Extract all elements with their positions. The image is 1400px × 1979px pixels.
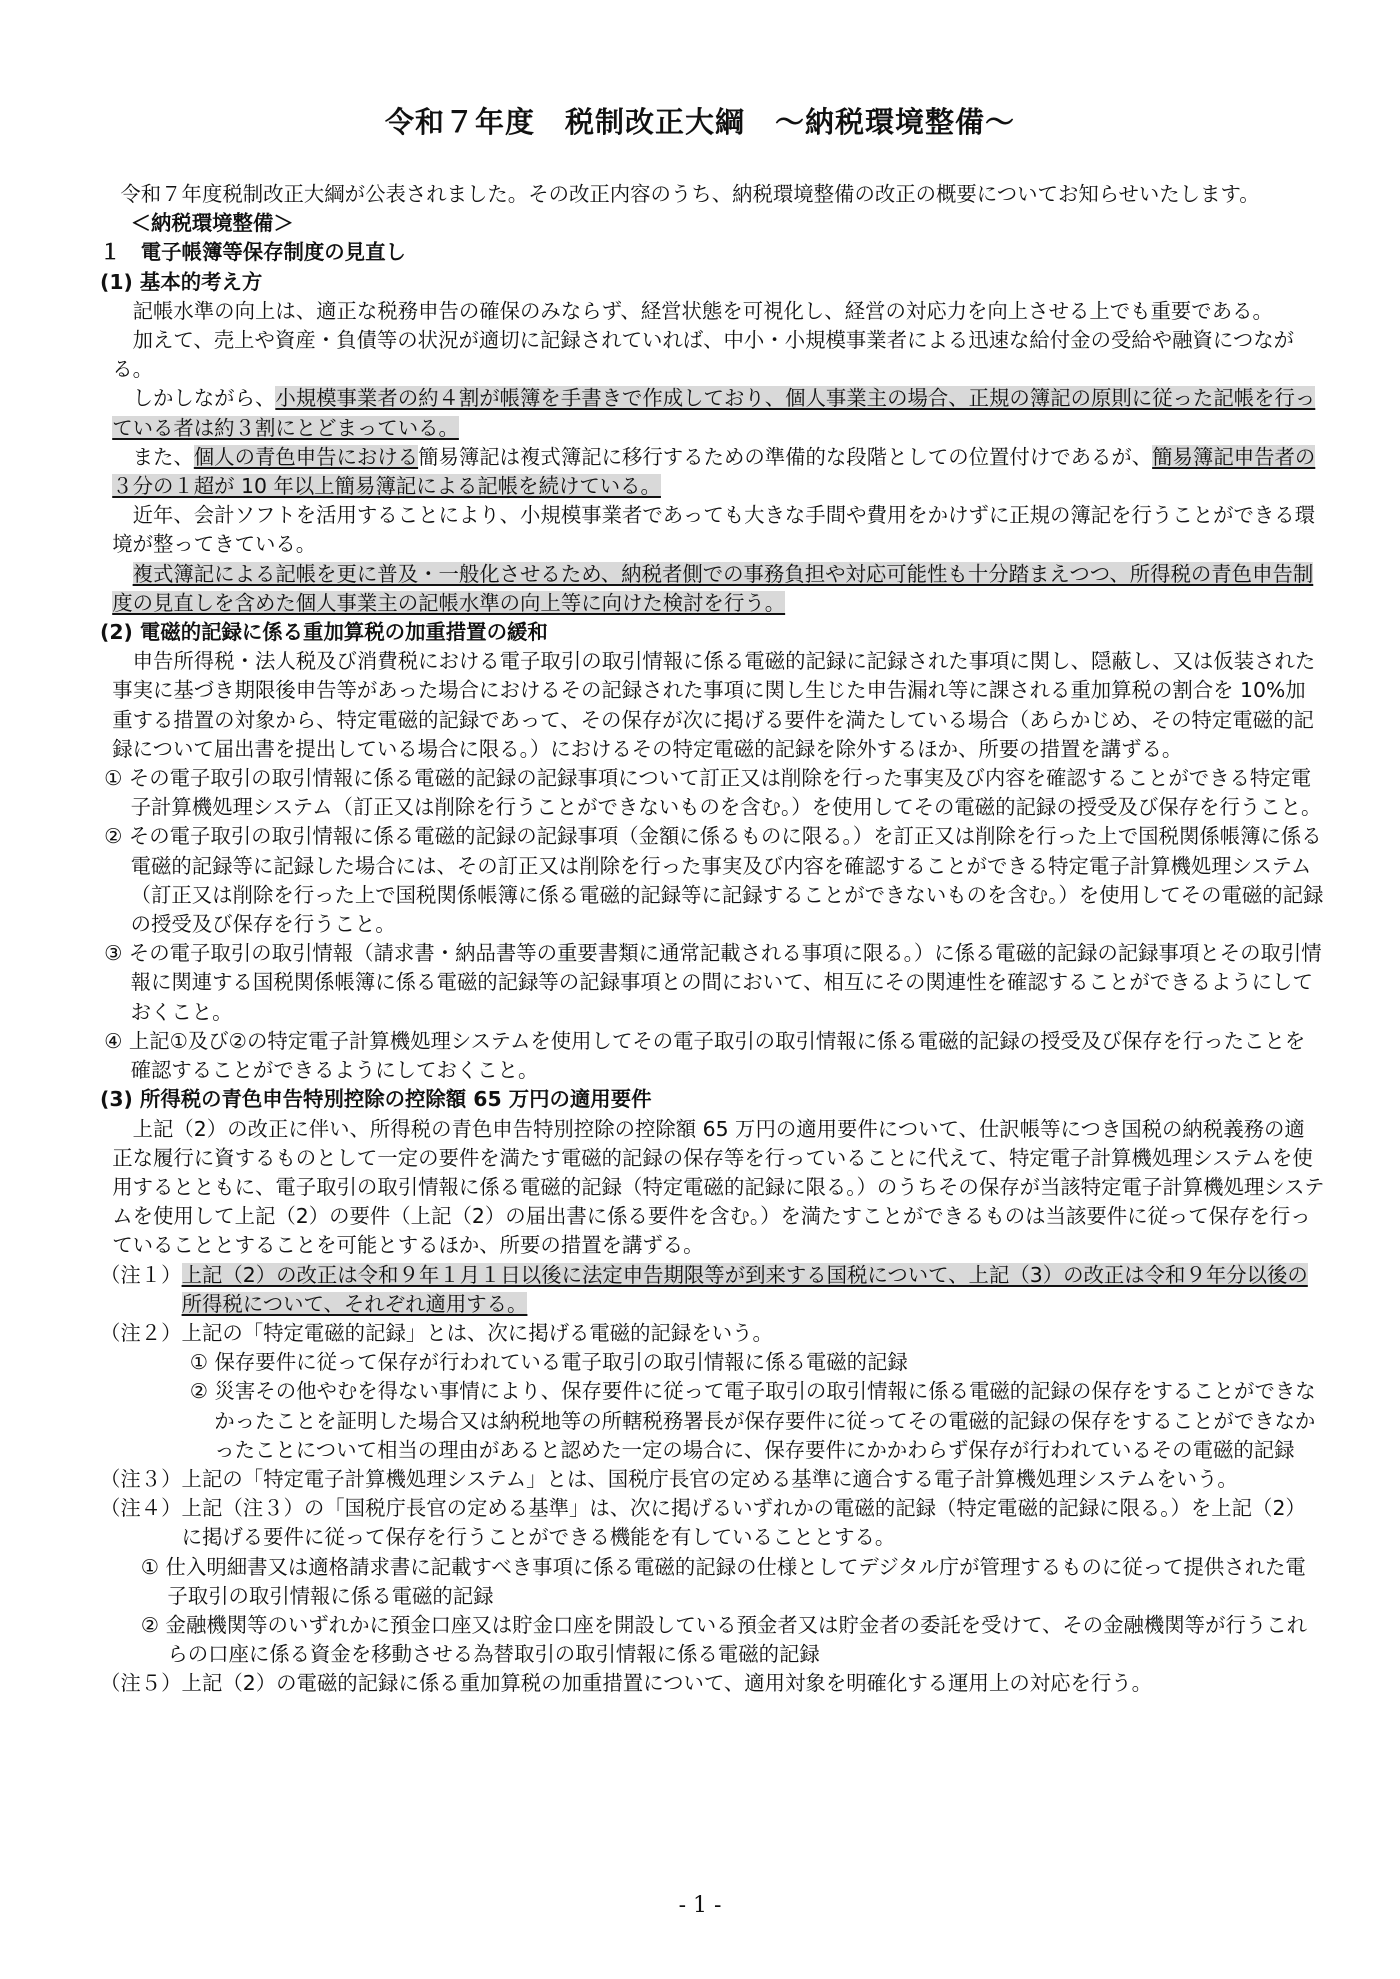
- note-2: （注２）上記の「特定電磁的記録」とは、次に掲げる電磁的記録をいう。: [100, 1320, 773, 1345]
- note-4: （注４）上記（注３）の「国税庁長官の定める基準」は、次に掲げるいずれかの電磁的記録（特定電磁的記録に限る。）を上記（2）に掲げる要件に従って保存を行うことができる機能を有していることとする。: [100, 1496, 1306, 1550]
- s1-p4-lead: また、: [132, 444, 194, 469]
- s2-item-2: ② その電子取引の取引情報に係る電磁的記録の記録事項（金額に係るものに限る。）を訂正又は削除を行った上で国税関係帳簿に係る電磁的記録等に記録した場合には、その訂正又は削除を行った事実及び内容を確認することができる特定電子計算機処理システム（訂正又は削除を行った上で国税関係帳簿に係る電磁的記録等に記録することができないものを含む。）を使用してその電磁的記録の授受及び保存を行うこと。: [104, 824, 1324, 937]
- note-1-label: （注１）: [100, 1262, 182, 1287]
- s3-heading: (3) 所得税の青色申告特別控除の控除額 65 万円の適用要件: [100, 1087, 652, 1112]
- note-4-item-1: ① 仕入明細書又は適格請求書に記載すべき事項に係る電磁的記録の仕様としてデジタル庁が管理するものに従って提供された電子取引の取引情報に係る電磁的記録: [140, 1554, 1306, 1608]
- s2-paragraph-1: 申告所得税・法人税及び消費税における電子取引の取引情報に係る電磁的記録に記録された事項に関し、隠蔽し、又は仮装された事実に基づき期限後申告等があった場合におけるその記録された事項に関し生じた申告漏れ等に課される重加算税の割合を 10%加重する措置の対象から、特定電磁的記録であって、その保存が次に掲げる要件を満たしている場合（あらかじめ、その特定電磁的記録について届出書を提出している場合に限る。）におけるその特定電磁的記録を除外するほか、所要の措置を講ずる。: [112, 649, 1316, 761]
- note-2-item-1: ① 保存要件に従って保存が行われている電子取引の取引情報に係る電磁的記録: [189, 1350, 908, 1375]
- s2-item-4: ④ 上記①及び②の特定電子計算機処理システムを使用してその電子取引の取引情報に係る電磁的記録の授受及び保存を行ったことを確認することができるようにしておくこと。: [104, 1028, 1306, 1083]
- s2-item-1: ① その電子取引の取引情報に係る電磁的記録の記録事項について訂正又は削除を行った事実及び内容を確認することができる特定電子計算機処理システム（訂正又は削除を行うことができないものを含む。）を使用してその電磁的記録の授受及び保存を行うこと。: [104, 766, 1322, 820]
- note-4-item-2: ② 金融機関等のいずれかに預金口座又は貯金口座を開設している預金者又は貯金者の委託を受けて、その金融機関等が行うこれらの口座に係る資金を移動させる為替取引の取引情報に係る電磁的記録: [140, 1612, 1308, 1667]
- section-label: ＜納税環境整備＞: [130, 211, 294, 236]
- s1-paragraph-3: [100, 384, 1325, 442]
- note-3: （注３）上記の「特定電子計算機処理システム」とは、国税庁長官の定める基準に適合する電子計算機処理システムをいう。: [100, 1466, 1238, 1491]
- s1-p3-highlight: 小規模事業者の約４割が帳簿を手書きで作成しており、個人事業主の場合、正規の簿記の原則に従った記帳を行っている者は約３割にとどまっている。: [112, 386, 1316, 440]
- page-number: - 1 -: [678, 1893, 722, 1918]
- s2-item-3: ③ その電子取引の取引情報（請求書・納品書等の重要書類に通常記載される事項に限る。）に係る電磁的記録の記録事項とその取引情報に関連する国税関係帳簿に係る電磁的記録等の記録事項との間において、相互にその関連性を確認することができるようにしておくこと。: [104, 941, 1322, 1024]
- document-body: [100, 180, 1325, 1699]
- s1-p4-highlight-1: 個人の青色申告における: [193, 444, 419, 469]
- intro-paragraph: 令和７年度税制改正大綱が公表されました。その改正内容のうち、納税環境整備の改正の概要についてお知らせいたします。: [120, 182, 1260, 206]
- note-5: （注５）上記（2）の電磁的記録に係る重加算税の加重措置について、適用対象を明確化する運用上の対応を行う。: [100, 1671, 1153, 1696]
- s3-paragraph-1: 上記（2）の改正に伴い、所得税の青色申告特別控除の控除額 65 万円の適用要件について、仕訳帳等につき国税の納税義務の適正な履行に資するものとして一定の要件を満たす電磁的記録の保存等を行っていることに代えて、特定電子計算機処理システムを使用するとともに、電子取引の取引情報に係る電磁的記録（特定電磁的記録に限る。）のうちその保存が当該特定電子計算機処理システムを使用して上記（2）の要件（上記（2）の届出書に係る要件を含む。）を満たすことができるものは当該要件に従って保存を行っていることとすることを可能とするほか、所要の措置を講ずる。: [112, 1116, 1325, 1258]
- s2-heading: (2) 電磁的記録に係る重加算税の加重措置の緩和: [100, 620, 548, 645]
- heading-1: １ 電子帳簿等保存制度の見直し: [100, 240, 406, 265]
- s1-p3-lead: しかしながら、: [132, 386, 276, 411]
- s1-paragraph-6: [100, 560, 1325, 618]
- s1-paragraph-5: 近年、会計ソフトを活用することにより、小規模事業者であっても大きな手間や費用をかけずに正規の簿記を行うことができる環境が整ってきている。: [112, 503, 1316, 557]
- s1-paragraph-4: [100, 443, 1325, 501]
- s1-paragraph-2: 加えて、売上や資産・負債等の状況が適切に記録されていれば、中小・小規模事業者による迅速な給付金の受給や融資につながる。: [112, 328, 1295, 382]
- s1-p4-highlight-2: 簡易簿記申告者の３分の１超が 10 年以上簡易簿記による記帳を続けている。: [112, 444, 1316, 499]
- page-title: 令和７年度 税制改正大綱 ～納税環境整備～: [384, 105, 1015, 139]
- s1-heading: (1) 基本的考え方: [100, 269, 263, 294]
- s1-paragraph-1: 記帳水準の向上は、適正な税務申告の確保のみならず、経営状態を可視化し、経営の対応力を向上させる上でも重要である。: [132, 298, 1273, 323]
- note-1-highlight: 上記（2）の改正は令和９年１月１日以後に法定申告期限等が到来する国税について、上記（3）の改正は令和９年分以後の所得税について、それぞれ適用する。: [181, 1262, 1308, 1316]
- note-2-item-2: ② 災害その他やむを得ない事情により、保存要件に従って電子取引の取引情報に係る電磁的記録の保存をすることができなかったことを証明した場合又は納税地等の所轄税務署長が保存要件に従ってその電磁的記録の保存をすることができなかったことについて相当の理由があると認めた一定の場合に、保存要件にかかわらず保存が行われているその電磁的記録: [189, 1379, 1316, 1462]
- s1-p4-middle: 簡易簿記は複式簿記に移行するための準備的な段階としての位置付けであるが、: [418, 444, 1153, 469]
- note-1: [100, 1261, 1325, 1319]
- s1-p6-highlight: 複式簿記による記帳を更に普及・一般化させるため、納税者側での事務負担や対応可能性も十分踏まえつつ、所得税の青色申告制度の見直しを含めた個人事業主の記帳水準の向上等に向けた検討を行う。: [112, 561, 1314, 615]
